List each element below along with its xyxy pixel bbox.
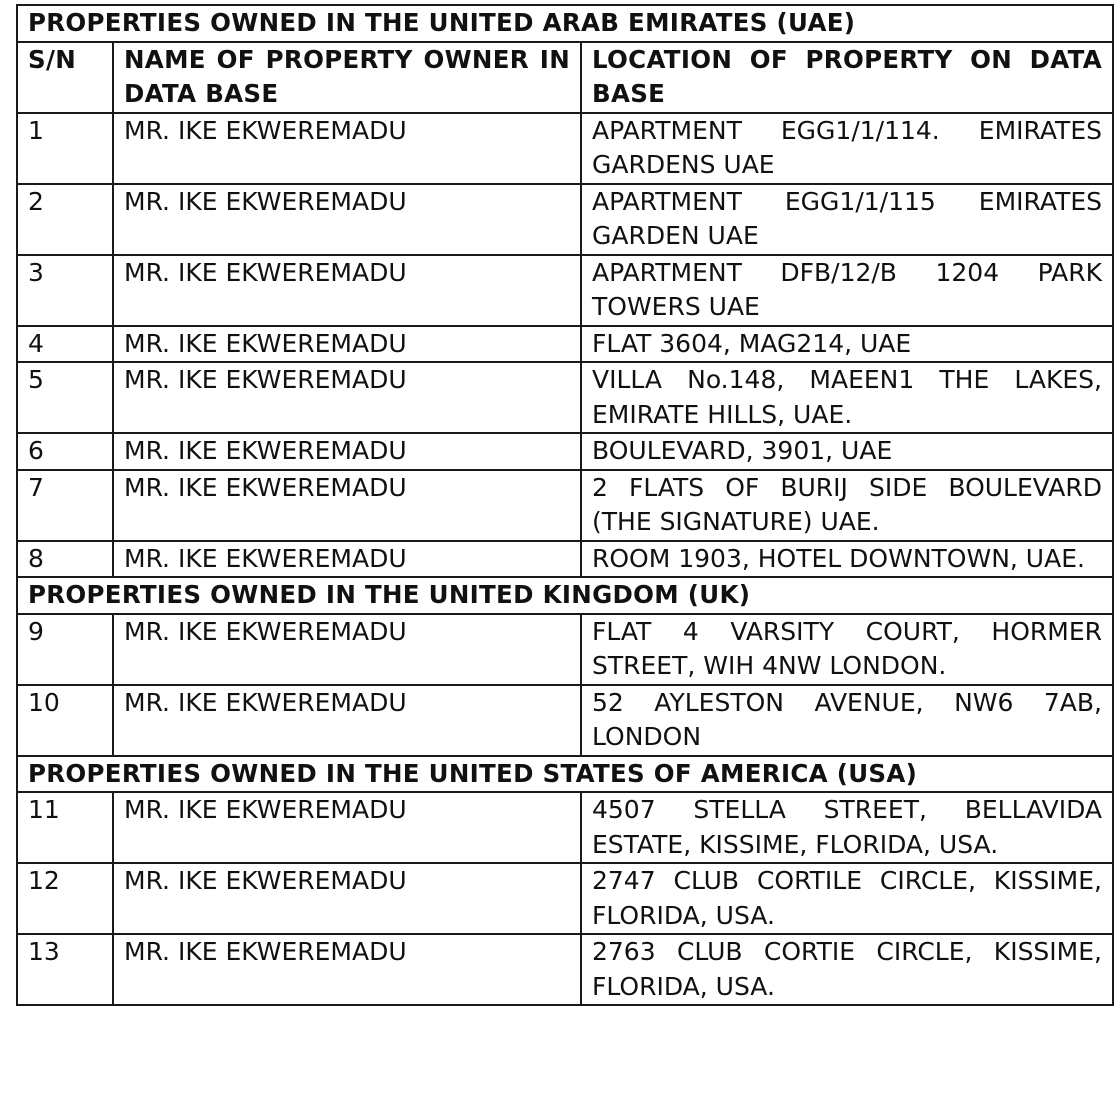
section-header-row	[17, 756, 1113, 793]
owner-name-cell: MR. IKE EKWEREMADU	[113, 326, 581, 363]
table-row	[17, 792, 1113, 863]
serial-number-cell: 9	[17, 614, 113, 685]
column-header-location: LOCATION OF PROPERTY ON DATA BASE	[581, 42, 1113, 113]
table-row	[17, 113, 1113, 184]
serial-number-cell: 3	[17, 255, 113, 326]
serial-number-cell: 2	[17, 184, 113, 255]
owner-name-cell: MR. IKE EKWEREMADU	[113, 614, 581, 685]
serial-number-cell: 6	[17, 433, 113, 470]
property-location-cell: 2 FLATS OF BURIJ SIDE BOULEVARD (THE SIGNATURE) UAE.	[581, 470, 1113, 541]
serial-number-cell: 7	[17, 470, 113, 541]
owner-name-cell: MR. IKE EKWEREMADU	[113, 184, 581, 255]
section-title-usa: PROPERTIES OWNED IN THE UNITED STATES OF AMERICA (USA)	[17, 756, 1113, 793]
column-header-row	[17, 42, 1113, 113]
serial-number-cell: 1	[17, 113, 113, 184]
serial-number-cell: 13	[17, 934, 113, 1005]
column-header-owner: NAME OF PROPERTY OWNER IN DATA BASE	[113, 42, 581, 113]
table-row	[17, 541, 1113, 578]
property-location-cell: APARTMENT DFB/12/B 1204 PARK TOWERS UAE	[581, 255, 1113, 326]
owner-name-cell: MR. IKE EKWEREMADU	[113, 113, 581, 184]
table-row	[17, 614, 1113, 685]
owner-name-cell: MR. IKE EKWEREMADU	[113, 792, 581, 863]
serial-number-cell: 12	[17, 863, 113, 934]
serial-number-cell: 5	[17, 362, 113, 433]
section-header-row	[17, 5, 1113, 42]
owner-name-cell: MR. IKE EKWEREMADU	[113, 685, 581, 756]
serial-number-cell: 8	[17, 541, 113, 578]
section-header-row	[17, 577, 1113, 614]
owner-name-cell: MR. IKE EKWEREMADU	[113, 433, 581, 470]
section-title-uae: PROPERTIES OWNED IN THE UNITED ARAB EMIRATES (UAE)	[17, 5, 1113, 42]
property-location-cell: 4507 STELLA STREET, BELLAVIDA ESTATE, KISSIME, FLORIDA, USA.	[581, 792, 1113, 863]
owner-name-cell: MR. IKE EKWEREMADU	[113, 863, 581, 934]
table-row	[17, 863, 1113, 934]
property-location-cell: VILLA No.148, MAEEN1 THE LAKES, EMIRATE HILLS, UAE.	[581, 362, 1113, 433]
table-row	[17, 362, 1113, 433]
property-location-cell: FLAT 4 VARSITY COURT, HORMER STREET, WIH 4NW LONDON.	[581, 614, 1113, 685]
owner-name-cell: MR. IKE EKWEREMADU	[113, 362, 581, 433]
owner-name-cell: MR. IKE EKWEREMADU	[113, 541, 581, 578]
column-header-sn: S/N	[17, 42, 113, 113]
table-row	[17, 184, 1113, 255]
property-location-cell: 2747 CLUB CORTILE CIRCLE, KISSIME, FLORIDA, USA.	[581, 863, 1113, 934]
table-row	[17, 433, 1113, 470]
table-row	[17, 934, 1113, 1005]
property-location-cell: 52 AYLESTON AVENUE, NW6 7AB, LONDON	[581, 685, 1113, 756]
table-row	[17, 255, 1113, 326]
section-title-uk: PROPERTIES OWNED IN THE UNITED KINGDOM (UK)	[17, 577, 1113, 614]
owner-name-cell: MR. IKE EKWEREMADU	[113, 255, 581, 326]
property-location-cell: ROOM 1903, HOTEL DOWNTOWN, UAE.	[581, 541, 1113, 578]
serial-number-cell: 10	[17, 685, 113, 756]
property-location-cell: APARTMENT EGG1/1/115 EMIRATES GARDEN UAE	[581, 184, 1113, 255]
property-location-cell: 2763 CLUB CORTIE CIRCLE, KISSIME, FLORIDA, USA.	[581, 934, 1113, 1005]
serial-number-cell: 4	[17, 326, 113, 363]
property-location-cell: APARTMENT EGG1/1/114. EMIRATES GARDENS UAE	[581, 113, 1113, 184]
table-row	[17, 326, 1113, 363]
property-location-cell: FLAT 3604, MAG214, UAE	[581, 326, 1113, 363]
table-row	[17, 685, 1113, 756]
table-row	[17, 470, 1113, 541]
serial-number-cell: 11	[17, 792, 113, 863]
owner-name-cell: MR. IKE EKWEREMADU	[113, 470, 581, 541]
owner-name-cell: MR. IKE EKWEREMADU	[113, 934, 581, 1005]
properties-table	[16, 4, 1114, 1006]
property-location-cell: BOULEVARD, 3901, UAE	[581, 433, 1113, 470]
